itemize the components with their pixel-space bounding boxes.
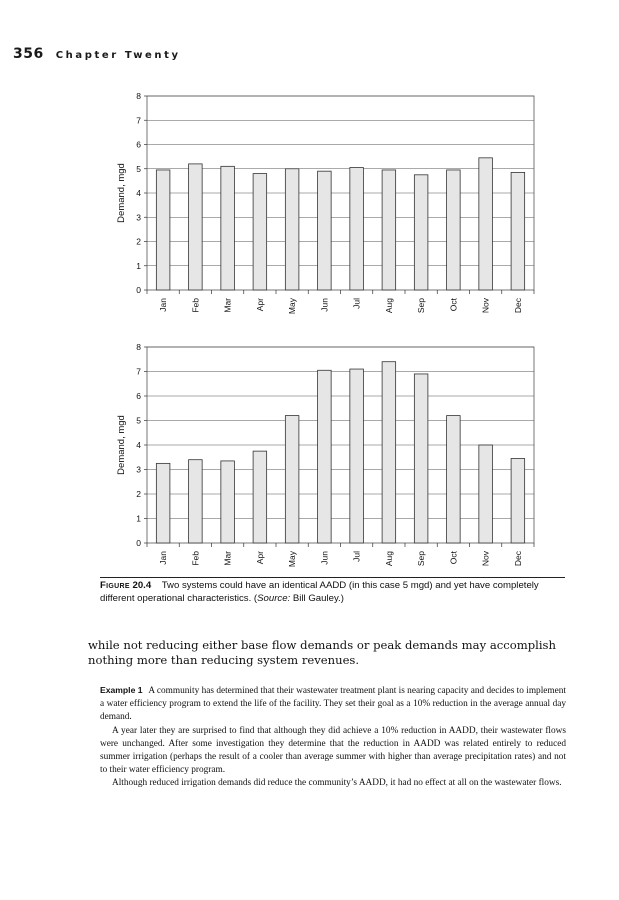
chart-2-bar-feb	[189, 460, 203, 543]
chart-2-bar-sep	[414, 374, 428, 543]
chart-2-bar-oct	[447, 416, 461, 543]
chart-1-x-tick-label: Sep	[416, 298, 427, 314]
chart-1-bar-sep	[414, 175, 428, 290]
chart-1-bar-feb	[189, 164, 203, 290]
chart-2-x-tick-label: Jan	[158, 551, 169, 565]
caption-source-label: Source:	[257, 592, 291, 604]
chart-1-x-tick-label: Jul	[351, 298, 362, 309]
chart-2-x-tick-label: Jul	[351, 551, 362, 562]
chart-2-y-axis-label: Demand, mgd	[116, 415, 127, 475]
chart-2-x-tick-label: Feb	[190, 551, 201, 566]
chart-1-bar-apr	[253, 174, 267, 290]
chart-2-x-tick-label: Jun	[319, 551, 330, 565]
chart-1-bar-may	[285, 169, 299, 290]
chart-1-y-tick-label: 4	[136, 188, 141, 198]
chart-1-y-tick-label: 3	[136, 212, 141, 223]
chart-1-x-tick-label: Nov	[480, 298, 491, 314]
chart-1-bar-nov	[479, 158, 493, 290]
chart-2-bar-jan	[156, 463, 170, 543]
chart-1-x-tick-label: Jun	[319, 298, 330, 312]
chart-1-x-tick-label: Feb	[190, 298, 201, 313]
caption-text: Two systems could have an identical AADD (in this case 5 mgd) and yet have completely different operational characteristics. (	[100, 580, 539, 604]
chart-1-x-tick-label: Aug	[383, 298, 394, 314]
chart-1-x-tick-label: Jan	[158, 298, 169, 312]
chart-1-y-tick-label: 0	[136, 285, 141, 295]
chart-1-y-tick-label: 2	[136, 236, 141, 247]
chart-2-y-tick-label: 4	[136, 440, 141, 450]
caption-rule	[100, 577, 565, 578]
chart-2-x-tick-label: Oct	[448, 551, 459, 565]
chart-2-y-tick-label: 5	[136, 415, 141, 426]
chart-2-bar-jun	[318, 370, 332, 543]
figure-caption	[100, 580, 570, 605]
example-label: Example 1	[100, 685, 143, 695]
chapter-title: Chapter Twenty	[55, 50, 181, 61]
chart-1-x-tick-label: May	[287, 298, 298, 315]
chart-2-bar-jul	[350, 369, 364, 543]
chart-1-y-tick-label: 6	[136, 139, 141, 150]
caption-number: 20.4	[132, 580, 152, 591]
chart-2-y-tick-label: 3	[136, 464, 141, 475]
chart-2-x-tick-label: May	[287, 551, 298, 568]
chart-1-y-tick-label: 8	[136, 91, 141, 101]
chart-2-bar-mar	[221, 461, 235, 543]
caption-source-text: Bill Gauley.)	[290, 592, 344, 604]
example-paragraph-3: Although reduced irrigation demands did reduce the community’s AADD, it had no effect at all on the wastewater flows.	[112, 778, 562, 789]
chart-2-x-tick-label: Apr	[254, 551, 265, 565]
body-paragraph: while not reducing either base flow demands or peak demands may accomplish nothing more than reducing system revenues.	[88, 638, 556, 668]
chart-2-y-tick-label: 7	[136, 366, 141, 377]
chart-1-bar-jul	[350, 168, 364, 290]
chart-2-y-tick-label: 8	[136, 342, 141, 352]
chart-2-x-tick-label: Aug	[383, 551, 394, 567]
chart-2-bar-may	[285, 416, 299, 543]
chart-1-bar-oct	[447, 170, 461, 290]
chart-2-x-tick-label: Mar	[222, 551, 233, 566]
chart-2-bar-nov	[479, 445, 493, 543]
example-block	[100, 684, 566, 791]
chart-2-bar-dec	[511, 458, 525, 543]
chart-1-bar-dec	[511, 172, 525, 290]
chart-1-bar-jan	[156, 170, 170, 290]
example-paragraph-1	[100, 684, 566, 725]
chart-1-bar-aug	[382, 170, 396, 290]
chart-2-x-tick-label: Dec	[512, 551, 523, 567]
chart-1-x-tick-label: Apr	[254, 298, 265, 312]
caption-label: Figure	[100, 580, 130, 591]
chart-1-x-tick-label: Dec	[512, 298, 523, 314]
chart-2-bar-aug	[382, 362, 396, 543]
page-number: 356	[13, 46, 44, 62]
chart-1-x-tick-label: Mar	[222, 298, 233, 313]
chart-2-y-tick-label: 2	[136, 489, 141, 499]
chart-1-x-tick-label: Oct	[448, 298, 459, 312]
chart-1-bar-mar	[221, 166, 235, 290]
chart-2-bar-apr	[253, 451, 267, 543]
example-paragraph-2: A year later they are surprised to find that although they did achieve a 10% reduction in AADD, their wastewater flows were unchanged. After some investigation they determine that the reduction in AADD was related entirely to reduced summer irrigation (perhaps the result of a cooler than average summer with higher than average precipitation rates) and not to their water efficiency program.	[100, 725, 566, 776]
chart-1-y-tick-label: 5	[136, 163, 141, 174]
chart-1-y-tick-label: 1	[136, 260, 141, 271]
chart-2-y-tick-label: 1	[136, 513, 141, 524]
chart-1-bar-jun	[318, 171, 332, 290]
chart-2-x-tick-label: Sep	[416, 551, 427, 567]
chart-2-y-tick-label: 6	[136, 391, 141, 401]
chart-2-x-tick-label: Nov	[480, 551, 491, 567]
chart-1-y-axis-label: Demand, mgd	[116, 163, 127, 223]
chart-1-y-tick-label: 7	[136, 115, 141, 126]
example-text-1: A community has determined that their wastewater treatment plant is nearing capacity and decides to implement a water efficiency program to extend the life of the facility. They set their goal as a 10% reduction in the average annual day demand.	[100, 686, 566, 723]
chart-2-y-tick-label: 0	[136, 538, 141, 548]
